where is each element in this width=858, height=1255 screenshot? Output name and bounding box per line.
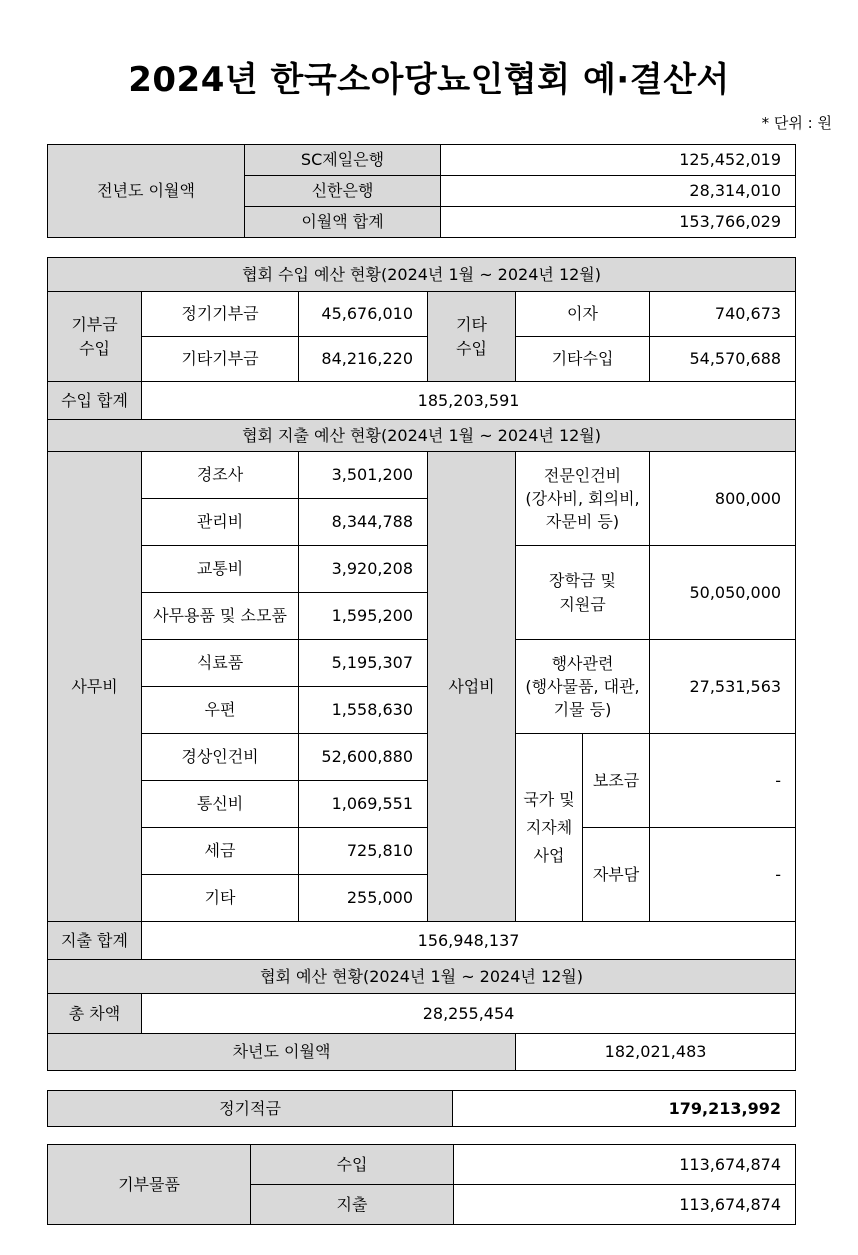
expense-item-value: 52,600,880 — [299, 734, 428, 781]
income-total-label: 수입 합계 — [48, 382, 142, 420]
expense-item-name: 관리비 — [142, 499, 299, 546]
expense-total-label: 지출 합계 — [48, 922, 142, 960]
expense-item-value: 1,558,630 — [299, 687, 428, 734]
income-item-name: 정기기부금 — [142, 292, 299, 337]
income-item-value: 740,673 — [650, 292, 796, 337]
business-item-value: 800,000 — [650, 452, 796, 546]
expense-item-name: 기타 — [142, 875, 299, 922]
expense-item-value: 1,069,551 — [299, 781, 428, 828]
carry-next-label: 차년도 이월액 — [48, 1034, 516, 1071]
goods-item-value: 113,674,874 — [454, 1185, 796, 1225]
expense-item-value: 8,344,788 — [299, 499, 428, 546]
savings-value: 179,213,992 — [453, 1091, 796, 1127]
gov-item-name: 보조금 — [583, 734, 650, 828]
expense-item-name: 우편 — [142, 687, 299, 734]
income-item-value: 45,676,010 — [299, 292, 428, 337]
goods-table — [47, 1144, 796, 1225]
business-expense-label: 사업비 — [428, 452, 516, 922]
carryover-sum-label: 이월액 합계 — [245, 207, 441, 238]
income-item-name: 기타수입 — [516, 337, 650, 382]
income-item-value: 84,216,220 — [299, 337, 428, 382]
bank-value: 125,452,019 — [441, 145, 796, 176]
gov-item-name: 자부담 — [583, 828, 650, 922]
expense-item-value: 5,195,307 — [299, 640, 428, 687]
business-item-value: 50,050,000 — [650, 546, 796, 640]
carryover-sum-value: 153,766,029 — [441, 207, 796, 238]
expense-header: 협회 지출 예산 현황(2024년 1월 ~ 2024년 12월) — [48, 420, 796, 452]
savings-label: 정기적금 — [48, 1091, 453, 1127]
income-total-value: 185,203,591 — [142, 382, 796, 420]
business-item-name: 행사관련 (행사물품, 대관, 기물 등) — [516, 640, 650, 734]
bank-name: SC제일은행 — [245, 145, 441, 176]
expense-item-name: 식료품 — [142, 640, 299, 687]
gov-item-value: - — [650, 828, 796, 922]
total-diff-label: 총 차액 — [48, 994, 142, 1034]
gov-item-value: - — [650, 734, 796, 828]
total-diff-value: 28,255,454 — [142, 994, 796, 1034]
savings-table — [47, 1090, 796, 1127]
bank-name: 신한은행 — [245, 176, 441, 207]
income-item-name: 기타기부금 — [142, 337, 299, 382]
expense-item-name: 사무용품 및 소모품 — [142, 593, 299, 640]
unit-note: * 단위 : 원 — [761, 114, 832, 132]
expense-item-value: 255,000 — [299, 875, 428, 922]
expense-item-value: 3,501,200 — [299, 452, 428, 499]
gov-project-label: 국가 및 지자체 사업 — [516, 734, 583, 922]
bank-value: 28,314,010 — [441, 176, 796, 207]
carryover-prev-table — [47, 144, 796, 238]
expense-item-name: 세금 — [142, 828, 299, 875]
income-item-value: 54,570,688 — [650, 337, 796, 382]
business-item-name: 전문인건비 (강사비, 회의비, 자문비 등) — [516, 452, 650, 546]
page-title: 2024년 한국소아당뇨인협회 예·결산서 — [128, 60, 730, 100]
expense-item-name: 경상인건비 — [142, 734, 299, 781]
income-header: 협회 수입 예산 현황(2024년 1월 ~ 2024년 12월) — [48, 258, 796, 292]
expense-item-name: 통신비 — [142, 781, 299, 828]
carry-next-value: 182,021,483 — [516, 1034, 796, 1071]
goods-item-name: 지출 — [251, 1185, 454, 1225]
goods-item-name: 수입 — [251, 1145, 454, 1185]
budget-header: 협회 예산 현황(2024년 1월 ~ 2024년 12월) — [48, 960, 796, 994]
income-item-name: 이자 — [516, 292, 650, 337]
expense-item-value: 725,810 — [299, 828, 428, 875]
carryover-prev-label: 전년도 이월액 — [48, 145, 245, 238]
goods-label: 기부물품 — [48, 1145, 251, 1225]
expense-item-name: 경조사 — [142, 452, 299, 499]
budget-table — [47, 257, 796, 1071]
other-income-label: 기타 수입 — [428, 292, 516, 382]
business-item-value: 27,531,563 — [650, 640, 796, 734]
office-expense-label: 사무비 — [48, 452, 142, 922]
business-item-name: 장학금 및 지원금 — [516, 546, 650, 640]
expense-item-name: 교통비 — [142, 546, 299, 593]
goods-item-value: 113,674,874 — [454, 1145, 796, 1185]
expense-item-value: 1,595,200 — [299, 593, 428, 640]
expense-total-value: 156,948,137 — [142, 922, 796, 960]
donation-income-label: 기부금 수입 — [48, 292, 142, 382]
expense-item-value: 3,920,208 — [299, 546, 428, 593]
